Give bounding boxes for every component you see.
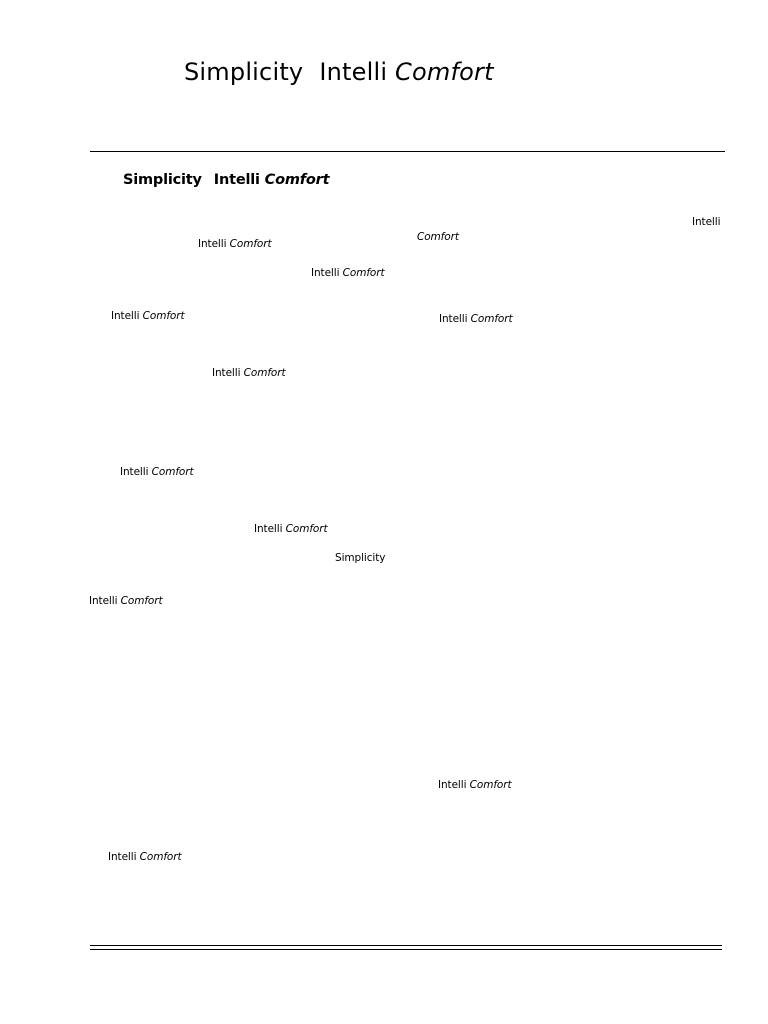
text-fragment bbox=[438, 779, 511, 791]
fragment-product-b: Comfort bbox=[229, 238, 272, 250]
title-product-a: Intelli bbox=[319, 58, 388, 86]
fragment-product-b: Comfort bbox=[142, 310, 185, 322]
heading-brand: Simplicity bbox=[123, 172, 202, 188]
fragment-product-b: Comfort bbox=[139, 851, 182, 863]
fragment-product-b: Comfort bbox=[151, 466, 194, 478]
text-fragment bbox=[108, 851, 181, 863]
text-fragment bbox=[311, 267, 384, 279]
bottom-divider bbox=[90, 949, 722, 950]
text-fragment bbox=[111, 310, 184, 322]
text-fragment bbox=[120, 466, 193, 478]
fragment-product-a: Intelli bbox=[692, 216, 721, 228]
fragment-product-a: Intelli bbox=[120, 466, 149, 478]
text-fragment bbox=[692, 216, 720, 228]
fragment-brand: Simplicity bbox=[335, 552, 386, 564]
fragment-product-b: Comfort bbox=[417, 231, 459, 243]
fragment-product-a: Intelli bbox=[311, 267, 340, 279]
heading-product-b: Comfort bbox=[264, 172, 330, 188]
fragment-product-a: Intelli bbox=[89, 595, 118, 607]
fragment-product-b: Comfort bbox=[342, 267, 385, 279]
fragment-product-a: Intelli bbox=[438, 779, 467, 791]
text-fragment bbox=[335, 552, 385, 564]
fragment-product-b: Comfort bbox=[120, 595, 163, 607]
text-fragment bbox=[254, 523, 327, 535]
top-divider bbox=[90, 151, 725, 152]
text-fragment bbox=[439, 313, 512, 325]
title-brand: Simplicity bbox=[184, 58, 304, 86]
fragment-product-a: Intelli bbox=[254, 523, 283, 535]
text-fragment bbox=[417, 231, 459, 243]
fragment-product-a: Intelli bbox=[111, 310, 140, 322]
fragment-product-b: Comfort bbox=[243, 367, 286, 379]
fragment-product-b: Comfort bbox=[469, 779, 512, 791]
fragment-product-a: Intelli bbox=[439, 313, 468, 325]
fragment-product-a: Intelli bbox=[108, 851, 137, 863]
text-fragment bbox=[212, 367, 285, 379]
text-fragment bbox=[89, 595, 162, 607]
page-title bbox=[184, 58, 494, 86]
title-product-b: Comfort bbox=[395, 58, 494, 86]
section-heading bbox=[123, 172, 329, 188]
bottom-divider bbox=[90, 945, 722, 946]
fragment-product-a: Intelli bbox=[212, 367, 241, 379]
fragment-product-b: Comfort bbox=[285, 523, 328, 535]
text-fragment bbox=[198, 238, 271, 250]
heading-product-a: Intelli bbox=[213, 172, 260, 188]
fragment-product-a: Intelli bbox=[198, 238, 227, 250]
fragment-product-b: Comfort bbox=[470, 313, 513, 325]
